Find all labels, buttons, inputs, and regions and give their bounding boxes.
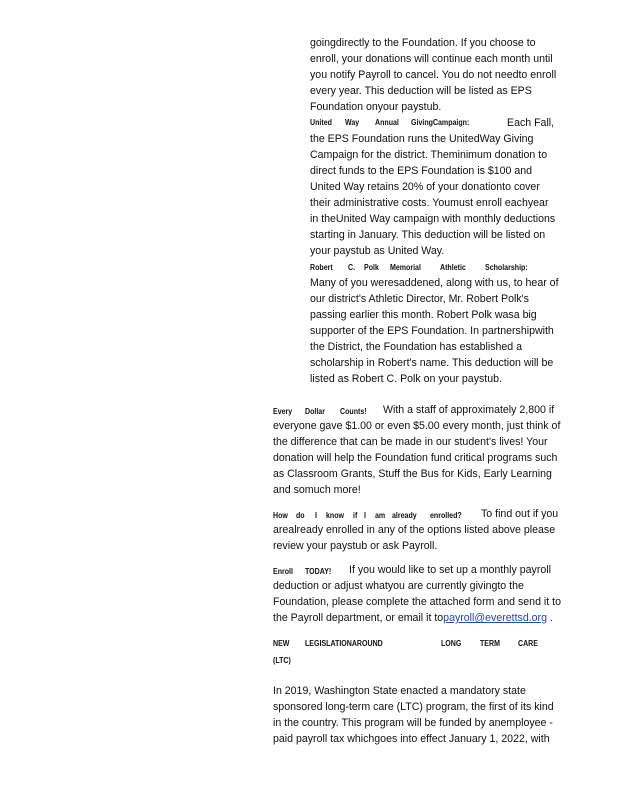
heading-word: Every xyxy=(273,406,293,416)
text-line: Foundation onyour paystub. xyxy=(310,101,442,113)
text-line: United Way retains 20% of your donationto cover xyxy=(310,181,540,193)
text-line: In 2019, Washington State enacted a mandatory state xyxy=(273,685,526,697)
heading-word: GivingCampaign: xyxy=(411,117,470,127)
heading-word: Dollar xyxy=(305,406,325,416)
text-line: you notify Payroll to cancel. You do not needto enroll xyxy=(310,69,557,81)
text-line: deduction or adjust whatyou are currently givingto the xyxy=(273,580,524,592)
text-line: supporter of the EPS Foundation. In partnershipwith xyxy=(310,325,554,337)
heading-word: LONG xyxy=(441,638,462,648)
heading-word: NEW xyxy=(273,638,290,648)
text-line: listed as Robert C. Polk on your paystub. xyxy=(310,373,502,385)
heading-word: enrolled? xyxy=(430,510,462,520)
heading-word: Annual xyxy=(375,117,399,127)
heading-word: TERM xyxy=(480,638,500,648)
heading-word: am xyxy=(375,510,386,520)
heading-word: Way xyxy=(345,117,360,127)
text-line: goingdirectly to the Foundation. If you choose to xyxy=(310,37,536,49)
heading-word: Athletic xyxy=(440,262,466,272)
text-line: your paystub as United Way. xyxy=(310,245,445,257)
text-line: Many of you weresaddened, along with us, to hear of xyxy=(310,277,559,289)
text-line xyxy=(273,611,553,625)
heading-word: United xyxy=(310,117,332,127)
text-line: in the country. This program will be funded by anemployee - xyxy=(273,717,553,729)
heading-continuation: Each Fall, xyxy=(507,117,555,129)
heading-word: Polk xyxy=(364,262,379,272)
heading-word: do xyxy=(296,510,305,520)
text-line: our district's Athletic Director, Mr. Robert Polk's xyxy=(310,293,529,305)
payroll-email-link[interactable]: payroll@everettsd.org xyxy=(443,612,547,624)
heading-word: Robert xyxy=(310,262,333,272)
text-line: passing earlier this month. Robert Polk wasa big xyxy=(310,309,537,321)
text-line: Foundation, please complete the attached form and send it to xyxy=(273,596,561,608)
text-line: Campaign for the district. Theminimum donation to xyxy=(310,149,548,161)
email-suffix: . xyxy=(546,612,553,624)
heading-continuation: If you would like to set up a monthly payroll xyxy=(349,564,551,576)
text-line: their administrative costs. Youmust enroll eachyear xyxy=(310,197,549,209)
heading-word: I xyxy=(315,510,317,520)
text-line: paid payroll tax whichgoes into effect January 1, 2022, with xyxy=(273,733,550,745)
heading-word: know xyxy=(326,510,345,520)
text-line: everyone gave $1.00 or even $5.00 every month, just think of xyxy=(273,420,561,432)
heading-word: Memorial xyxy=(390,262,421,272)
text-line: the EPS Foundation runs the UnitedWay Giving xyxy=(310,133,534,145)
text-line: review your paystub or ask Payroll. xyxy=(273,540,438,552)
text-line: every year. This deduction will be listed as EPS xyxy=(310,85,532,97)
text-line: sponsored long-term care (LTC) program, the first of its kind xyxy=(273,701,554,713)
text-line: scholarship in Robert's name. This deduction will be xyxy=(310,357,554,369)
heading-word: (LTC) xyxy=(273,655,291,665)
text-line: donation will help the Foundation fund critical programs such xyxy=(273,452,558,464)
heading-word: How xyxy=(273,510,288,520)
text-line: and somuch more! xyxy=(273,484,361,496)
heading-word: Counts! xyxy=(340,406,367,416)
email-prefix: the Payroll department, or email it to xyxy=(273,612,444,624)
heading-word: LEGISLATIONAROUND xyxy=(305,638,383,648)
text-line: in theUnited Way campaign with monthly deductions xyxy=(310,213,556,225)
text-line: starting in January. This deduction will be listed on xyxy=(310,229,546,241)
heading-word: CARE xyxy=(518,638,538,648)
heading-word: C. xyxy=(348,262,356,272)
heading-continuation: With a staff of approximately 2,800 if xyxy=(383,404,555,416)
heading-continuation: To find out if you xyxy=(481,508,559,520)
heading-word: already xyxy=(392,510,417,520)
text-line: direct funds to the EPS Foundation is $100 and xyxy=(310,165,533,177)
heading-word: if xyxy=(353,510,358,520)
text-line: enroll, your donations will continue each month until xyxy=(310,53,553,65)
text-line: arealready enrolled in any of the options listed above please xyxy=(273,524,556,536)
heading-word: TODAY! xyxy=(305,566,332,576)
text-line: the District, the Foundation has established a xyxy=(310,341,522,353)
heading-word: Scholarship: xyxy=(485,262,528,272)
text-line: the difference that can be made in our student's lives! Your xyxy=(273,436,548,448)
heading-word: Enroll xyxy=(273,566,293,576)
text-line: as Classroom Grants, Stuff the Bus for Kids, Early Learning xyxy=(273,468,552,480)
heading-word: I xyxy=(364,510,366,520)
